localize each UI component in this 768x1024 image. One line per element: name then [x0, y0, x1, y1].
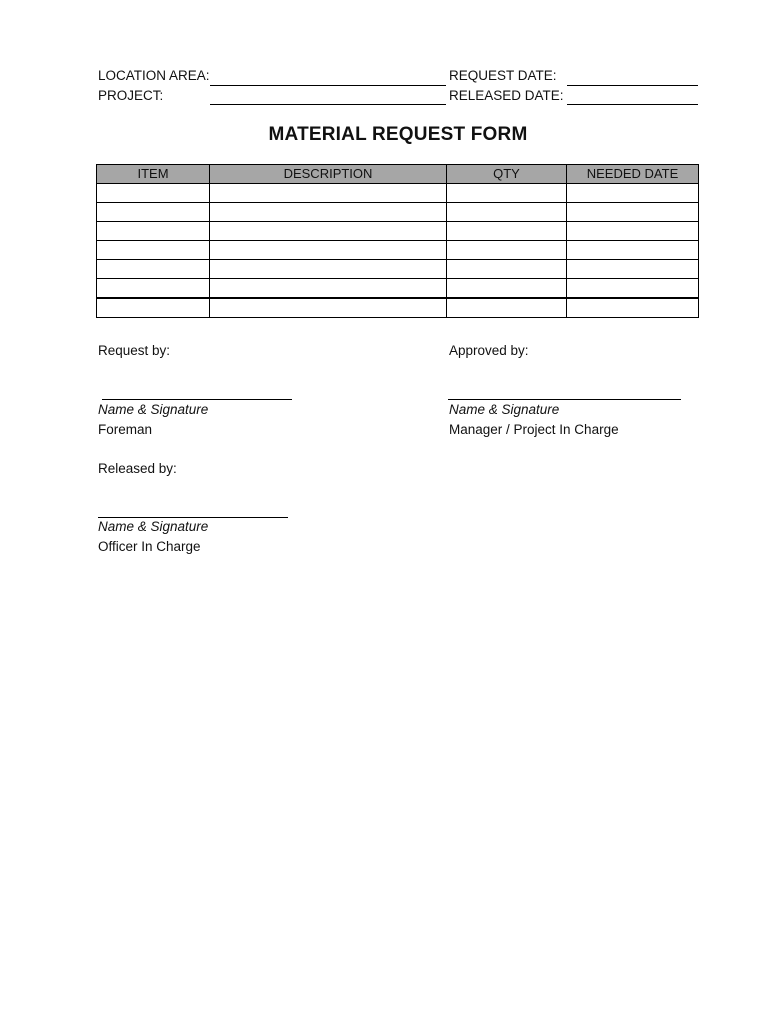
table-row [97, 184, 699, 203]
request-date-label: REQUEST DATE: [449, 68, 557, 83]
column-header-item: ITEM [97, 165, 210, 184]
column-header-description: DESCRIPTION [210, 165, 447, 184]
qty-cell[interactable] [447, 203, 567, 222]
approved-signature-line[interactable] [448, 399, 681, 400]
description-cell[interactable] [210, 184, 447, 203]
location-area-field[interactable] [210, 85, 446, 86]
item-cell[interactable] [97, 298, 210, 318]
item-cell[interactable] [97, 203, 210, 222]
released-role: Officer In Charge [98, 539, 201, 554]
request-name-signature-caption: Name & Signature [98, 402, 209, 417]
form-title: MATERIAL REQUEST FORM [268, 124, 528, 145]
item-cell[interactable] [97, 184, 210, 203]
released-name-signature-caption: Name & Signature [98, 519, 209, 534]
description-cell[interactable] [210, 279, 447, 299]
qty-cell[interactable] [447, 298, 567, 318]
qty-cell[interactable] [447, 184, 567, 203]
released-date-field[interactable] [567, 104, 698, 105]
request-date-field[interactable] [567, 85, 698, 86]
column-header-qty: QTY [447, 165, 567, 184]
item-cell[interactable] [97, 260, 210, 279]
qty-cell[interactable] [447, 222, 567, 241]
needed-date-cell[interactable] [567, 279, 699, 299]
table-row [97, 222, 699, 241]
table-row [97, 260, 699, 279]
qty-cell[interactable] [447, 279, 567, 299]
description-cell[interactable] [210, 222, 447, 241]
approved-role: Manager / Project In Charge [449, 422, 619, 437]
qty-cell[interactable] [447, 241, 567, 260]
approved-by-label: Approved by: [449, 343, 529, 358]
table-row [97, 203, 699, 222]
location-area-label: LOCATION AREA: [98, 68, 210, 83]
needed-date-cell[interactable] [567, 260, 699, 279]
table-row [97, 298, 699, 318]
description-cell[interactable] [210, 298, 447, 318]
request-signature-line[interactable] [102, 399, 292, 400]
needed-date-cell[interactable] [567, 222, 699, 241]
needed-date-cell[interactable] [567, 184, 699, 203]
approved-name-signature-caption: Name & Signature [449, 402, 560, 417]
item-cell[interactable] [97, 222, 210, 241]
project-label: PROJECT: [98, 88, 164, 103]
qty-cell[interactable] [447, 260, 567, 279]
table-row [97, 241, 699, 260]
column-header-needed-date: NEEDED DATE [567, 165, 699, 184]
released-date-label: RELEASED DATE: [449, 88, 564, 103]
table-header-row [97, 165, 699, 184]
description-cell[interactable] [210, 241, 447, 260]
description-cell[interactable] [210, 260, 447, 279]
description-cell[interactable] [210, 203, 447, 222]
item-cell[interactable] [97, 241, 210, 260]
needed-date-cell[interactable] [567, 298, 699, 318]
needed-date-cell[interactable] [567, 203, 699, 222]
item-cell[interactable] [97, 279, 210, 299]
released-by-label: Released by: [98, 461, 177, 476]
needed-date-cell[interactable] [567, 241, 699, 260]
request-by-label: Request by: [98, 343, 171, 358]
project-field[interactable] [210, 104, 446, 105]
table-row [97, 279, 699, 299]
material-table [96, 164, 699, 318]
released-signature-line[interactable] [98, 517, 288, 518]
request-role: Foreman [98, 422, 153, 437]
